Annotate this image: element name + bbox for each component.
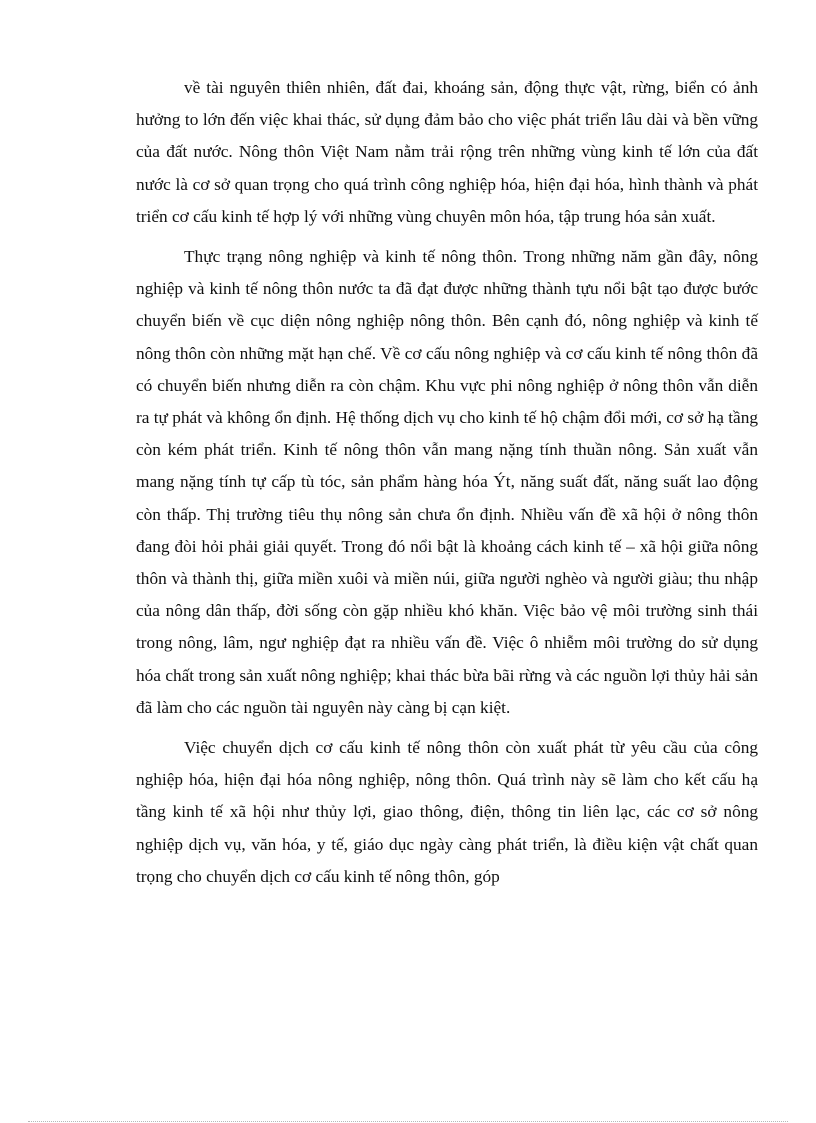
- paragraph-2: Thực trạng nông nghiệp và kinh tế nông thôn. Trong những năm gần đây, nông nghiệp và kinh tế nông thôn nước ta đã đạt được những thành tựu nổi bật tạo được bước chuyển biến về cục diện nông nghiệp nông thôn. Bên cạnh đó, nông nghiệp và kinh tế nông thôn còn những mặt hạn chế. Về cơ cấu nông nghiệp và cơ cấu kinh tế nông thôn đã có chuyển biến nhưng diễn ra còn chậm. Khu vực phi nông nghiệp ở nông thôn vẫn diễn ra tự phát và không ổn định. Hệ thống dịch vụ cho kinh tế hộ chậm đổi mới, cơ sở hạ tầng còn kém phát triển. Kinh tế nông thôn vẫn mang nặng tính thuần nông. Sản xuất vẫn mang nặng tính tự cấp tù tóc, sản phẩm hàng hóa Ýt, năng suất đất, năng suất lao động còn thấp. Thị trường tiêu thụ nông sản chưa ổn định. Nhiều vấn đề xã hội ở nông thôn đang đòi hỏi phải giải quyết. Trong đó nổi bật là khoảng cách kinh tế – xã hội giữa nông thôn và thành thị, giữa miền xuôi và miền núi, giữa người nghèo và người giàu; thu nhập của nông dân thấp, đời sống còn gặp nhiều khó khăn. Việc bảo vệ môi trường sinh thái trong nông, lâm, ngư nghiệp đạt ra nhiều vấn đề. Việc ô nhiễm môi trường do sử dụng hóa chất trong sản xuất nông nghiệp; khai thác bừa bãi rừng và các nguồn lợi thủy hải sản đã làm cho các nguồn tài nguyên này càng bị cạn kiệt.: [136, 247, 758, 717]
- document-body: [136, 72, 758, 901]
- page-bottom-divider: [28, 1121, 788, 1122]
- paragraph-1: về tài nguyên thiên nhiên, đất đai, khoáng sản, động thực vật, rừng, biển có ảnh hưởng to lớn đến việc khai thác, sử dụng đảm bảo cho việc phát triển lâu dài và bền vững của đất nước. Nông thôn Việt Nam nằm trải rộng trên những vùng kinh tế lớn của đất nước là cơ sở quan trọng cho quá trình công nghiệp hóa, hiện đại hóa, hình thành và phát triển cơ cấu kinh tế hợp lý với những vùng chuyên môn hóa, tập trung hóa sản xuất.: [136, 78, 758, 226]
- paragraph-3: Việc chuyển dịch cơ cấu kinh tế nông thôn còn xuất phát từ yêu cầu của công nghiệp hóa, hiện đại hóa nông nghiệp, nông thôn. Quá trình này sẽ làm cho kết cấu hạ tầng kinh tế xã hội như thủy lợi, giao thông, điện, thông tin liên lạc, các cơ sở nông nghiệp dịch vụ, văn hóa, y tế, giáo dục ngày càng phát triển, là điều kiện vật chất quan trọng cho chuyển dịch cơ cấu kinh tế nông thôn, góp: [136, 738, 758, 886]
